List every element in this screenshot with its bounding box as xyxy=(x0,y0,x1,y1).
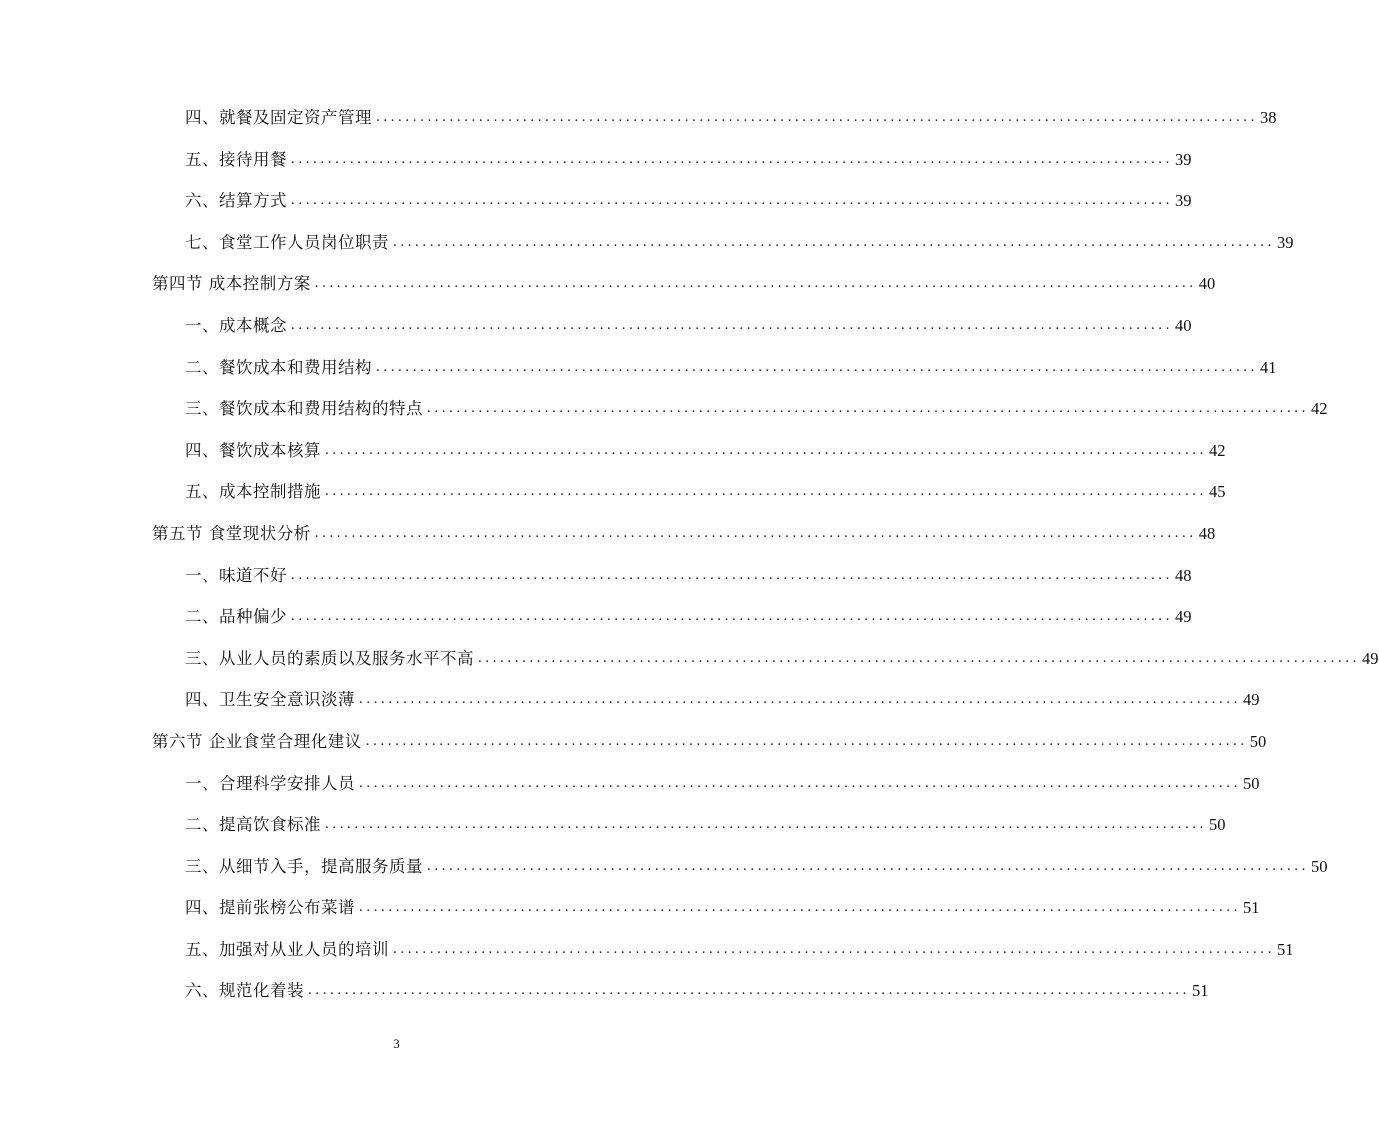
toc-section-entry[interactable] xyxy=(152,513,1216,555)
toc-dot-leader: ........................................................................................................................ xyxy=(359,774,1241,791)
toc-entry[interactable] xyxy=(152,471,1226,513)
toc-dot-leader: ........................................................................................................................ xyxy=(314,524,1197,541)
toc-entry-title: 第五节 食堂现状分析 xyxy=(152,523,311,543)
toc-entry-title: 四、餐饮成本核算 xyxy=(185,440,321,460)
toc-entry[interactable] xyxy=(152,139,1192,181)
toc-entry[interactable] xyxy=(152,970,1209,1012)
toc-dot-leader: ........................................................................................................................ xyxy=(308,982,1190,999)
toc-dot-leader: ........................................................................................................................ xyxy=(325,441,1207,458)
page-number: 3 xyxy=(393,1036,400,1051)
toc-entry-page: 51 xyxy=(1277,939,1294,959)
toc-section-entry[interactable] xyxy=(152,263,1216,305)
toc-entry-page: 50 xyxy=(1311,856,1328,876)
toc-entry-page: 41 xyxy=(1260,357,1277,377)
toc-entry-title: 四、就餐及固定资产管理 xyxy=(185,108,372,127)
toc-entry-page: 50 xyxy=(1249,731,1267,751)
toc-entry[interactable] xyxy=(152,222,1294,264)
toc-entry-page: 48 xyxy=(1175,565,1192,585)
toc-entry-page: 48 xyxy=(1198,523,1216,543)
toc-entry-title: 三、餐饮成本和费用结构的特点 xyxy=(185,399,423,419)
toc-dot-leader: ........................................................................................................................ xyxy=(291,566,1173,583)
toc-dot-leader: ........................................................................................................................ xyxy=(365,732,1248,749)
toc-dot-leader: ........................................................................................................................ xyxy=(427,857,1309,874)
toc-entry-title: 七、食堂工作人员岗位职责 xyxy=(185,232,389,252)
toc-entry-page: 39 xyxy=(1277,232,1294,252)
toc-entry[interactable] xyxy=(152,180,1192,222)
toc-entry[interactable] xyxy=(152,804,1226,846)
toc-dot-leader: ........................................................................................................................ xyxy=(393,940,1275,957)
toc-dot-leader: ........................................................................................................................ xyxy=(291,150,1173,167)
toc-entry-title: 一、味道不好 xyxy=(185,565,287,585)
toc-entry-page: 42 xyxy=(1209,440,1226,460)
toc-dot-leader: ........................................................................................................................ xyxy=(325,483,1207,500)
toc-entry-page: 38 xyxy=(1260,108,1277,127)
toc-dot-leader: ........................................................................................................................ xyxy=(291,316,1173,333)
toc-dot-leader: ........................................................................................................................ xyxy=(427,400,1309,417)
toc-entry-title: 二、品种偏少 xyxy=(185,607,287,627)
toc-entry[interactable] xyxy=(152,347,1277,389)
toc-entry-page: 39 xyxy=(1175,149,1192,169)
toc-entry-title: 四、提前张榜公布菜谱 xyxy=(185,898,355,918)
toc-dot-leader: ........................................................................................................................ xyxy=(376,109,1258,125)
toc-entry-title: 五、加强对从业人员的培训 xyxy=(185,939,389,959)
toc-dot-leader: ........................................................................................................................ xyxy=(359,691,1241,708)
toc-entry[interactable] xyxy=(152,305,1192,347)
toc-entry-page: 51 xyxy=(1192,981,1209,1001)
toc-entry-title: 第四节 成本控制方案 xyxy=(152,274,311,294)
toc-entry-title: 一、合理科学安排人员 xyxy=(185,773,355,793)
toc-entry-page: 49 xyxy=(1243,690,1260,710)
toc-dot-leader: ........................................................................................................................ xyxy=(291,608,1173,625)
toc-entry-title: 六、规范化着装 xyxy=(185,981,304,1001)
toc-entry-page: 49 xyxy=(1362,648,1379,668)
toc-entry-page: 51 xyxy=(1243,898,1260,918)
toc-entry[interactable] xyxy=(152,555,1192,597)
toc-entry-page: 50 xyxy=(1243,773,1260,793)
toc-entry-page: 42 xyxy=(1311,399,1328,419)
toc-entry-page: 50 xyxy=(1209,815,1226,835)
toc-entry-title: 五、接待用餐 xyxy=(185,149,287,169)
toc-dot-leader: ........................................................................................................................ xyxy=(376,358,1258,375)
toc-entry[interactable] xyxy=(152,97,1277,139)
toc-entry-title: 二、餐饮成本和费用结构 xyxy=(185,357,372,377)
toc-entry-title: 六、结算方式 xyxy=(185,191,287,211)
toc-entry-page: 39 xyxy=(1175,191,1192,211)
toc-entry[interactable] xyxy=(152,929,1294,971)
toc-entry-title: 三、从细节入手，提高服务质量 xyxy=(185,856,423,876)
toc-dot-leader: ........................................................................................................................ xyxy=(325,816,1207,833)
toc-entry-page: 49 xyxy=(1175,607,1192,627)
toc-dot-leader: ........................................................................................................................ xyxy=(478,649,1360,666)
toc-dot-leader: ........................................................................................................................ xyxy=(359,899,1241,916)
toc-entry-page: 40 xyxy=(1198,274,1216,294)
toc-entry-title: 二、提高饮食标准 xyxy=(185,815,321,835)
toc-entry[interactable] xyxy=(152,679,1260,721)
toc-entry[interactable] xyxy=(152,430,1226,472)
toc-entry[interactable] xyxy=(152,846,1328,888)
toc-entry-title: 一、成本概念 xyxy=(185,315,287,335)
toc-entry[interactable] xyxy=(152,388,1328,430)
toc-entry-title: 第六节 企业食堂合理化建议 xyxy=(152,731,362,751)
table-of-contents xyxy=(152,97,1379,1012)
toc-entry[interactable] xyxy=(152,763,1260,805)
toc-entry[interactable] xyxy=(152,887,1260,929)
toc-dot-leader: ........................................................................................................................ xyxy=(314,275,1197,292)
toc-entry-title: 五、成本控制措施 xyxy=(185,482,321,502)
toc-entry[interactable] xyxy=(152,638,1379,680)
toc-dot-leader: ........................................................................................................................ xyxy=(291,192,1173,209)
toc-dot-leader: ........................................................................................................................ xyxy=(393,233,1275,250)
toc-entry-page: 40 xyxy=(1175,315,1192,335)
toc-entry-page: 45 xyxy=(1209,482,1226,502)
toc-section-entry[interactable] xyxy=(152,721,1267,763)
toc-entry-title: 四、卫生安全意识淡薄 xyxy=(185,690,355,710)
toc-entry-title: 三、从业人员的素质以及服务水平不高 xyxy=(185,648,474,668)
toc-entry[interactable] xyxy=(152,596,1192,638)
